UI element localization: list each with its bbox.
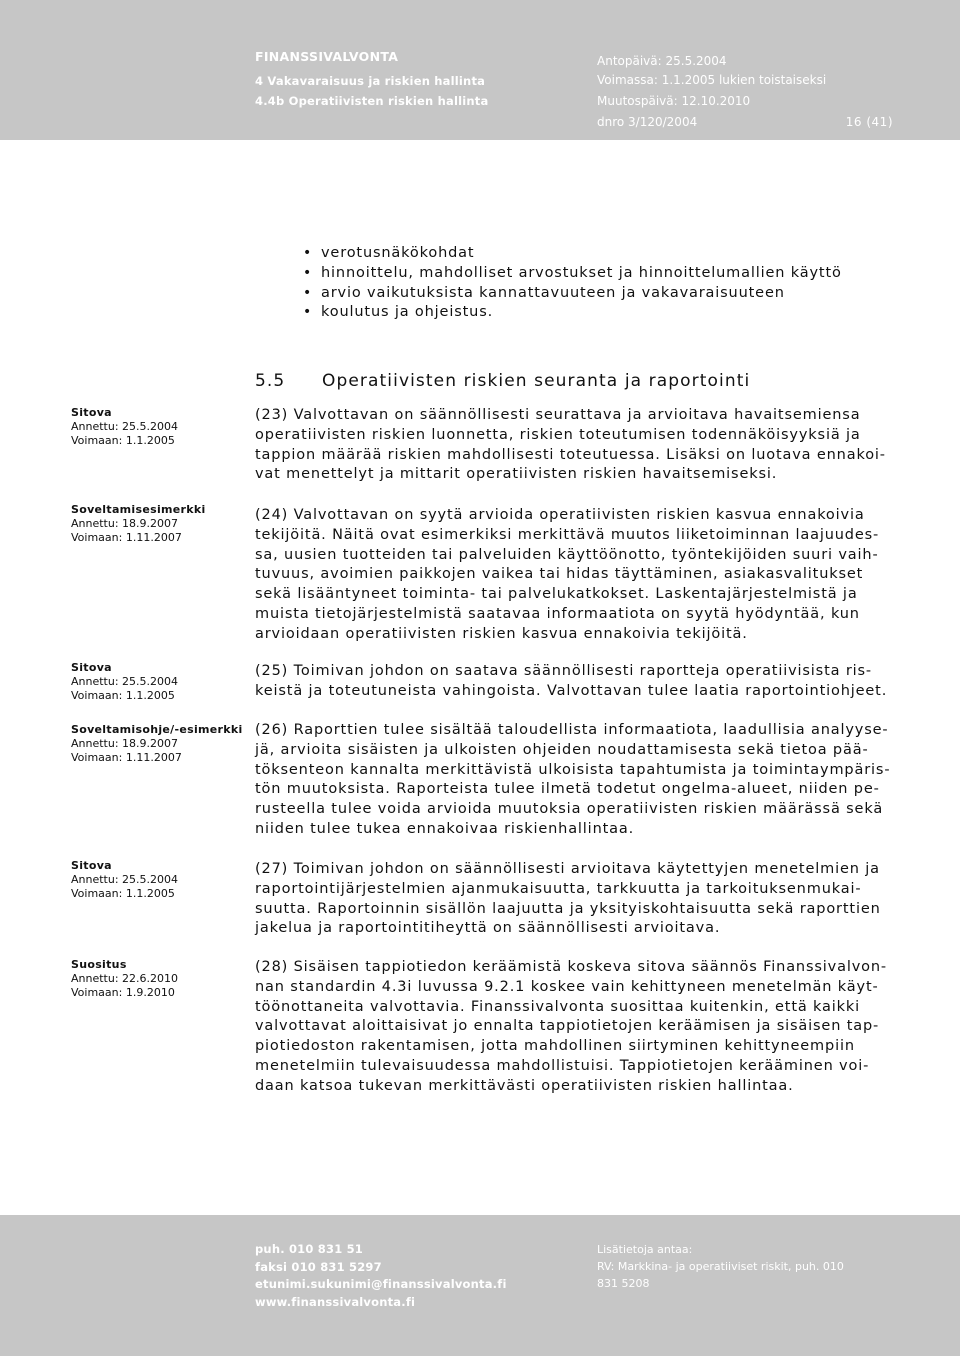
margin-note-type: Suositus <box>71 958 127 971</box>
margin-note-type: Soveltamisesimerkki <box>71 503 206 516</box>
paragraph-line: vat menettelyt ja mittarit operatiivisten riskien havaitsemiseksi. <box>255 466 778 483</box>
page-footer <box>0 1215 960 1356</box>
margin-note <box>71 723 243 765</box>
list-item-text: arvio vaikutuksista kannattavuuteen ja vakavaraisuuteen <box>321 284 785 301</box>
margin-note <box>71 859 178 901</box>
margin-note-type: Sitova <box>71 661 112 674</box>
paragraph-line: (23) Valvottavan on säännöllisesti seurattava ja arvioitava havaitsemiensa <box>255 407 861 423</box>
header-issue-date: Antopäivä: 25.5.2004 <box>597 54 727 68</box>
margin-note-issued: Annettu: 25.5.2004 <box>71 420 179 433</box>
margin-note-type: Sitova <box>71 406 112 419</box>
section-heading <box>255 371 935 391</box>
margin-note <box>71 958 178 1000</box>
paragraph-line: menetelmiin tulevaisuudessa mahdollistuisi. Tappiotietojen kerääminen voi- <box>255 1057 870 1074</box>
paragraph-line: suutta. Raportoinnin sisällön laajuutta ja yksityiskohtaisuutta sekä raporttien <box>255 900 881 917</box>
footer-phone: puh. 010 831 51 <box>255 1242 363 1256</box>
footer-website: www.finanssivalvonta.fi <box>255 1295 416 1310</box>
margin-note-effective: Voimaan: 1.11.2007 <box>71 751 182 764</box>
margin-note-issued: Annettu: 22.6.2010 <box>71 972 179 985</box>
footer-contact-line: RV: Markkina- ja operatiiviset riskit, puh. 010 <box>597 1260 844 1273</box>
margin-note-issued: Annettu: 18.9.2007 <box>71 517 179 530</box>
paragraph-23 <box>255 406 886 485</box>
bullet-icon <box>303 264 312 284</box>
paragraph-line: nan standardin 4.3i luvussa 9.2.1 koskee vain kehittyneen menetelmän käyt- <box>255 978 879 995</box>
paragraph-line: tön muutoksista. Raporteista tulee ilmetä todetut ongelma-alueet, niiden pe- <box>255 781 880 798</box>
margin-note-type: Sitova <box>71 859 112 872</box>
footer-contact-info <box>255 1241 507 1312</box>
paragraph-line: keistä ja toteutuneista vahingoista. Valvottavan tulee laatia raportointiohjeet. <box>255 682 888 699</box>
footer-email: etunimi.sukunimi@finanssivalvonta.fi <box>255 1277 507 1292</box>
paragraph-line: (26) Raporttien tulee sisältää taloudellista informaatiota, laadullisia analyyse- <box>255 722 889 738</box>
paragraph-26 <box>255 721 890 840</box>
footer-contact-label: Lisätietoja antaa: <box>597 1243 693 1256</box>
paragraph-25 <box>255 662 887 702</box>
list-item-text: hinnoittelu, mahdolliset arvostukset ja hinnoittelumallien käyttö <box>321 264 842 281</box>
paragraph-line: sa, uusien tuotteiden tai palveluiden käyttöönotto, työntekijöiden suuri vaih- <box>255 546 879 563</box>
margin-note <box>71 661 178 703</box>
paragraph-line: (28) Sisäisen tappiotiedon keräämistä koskeva sitova säännös Finanssivalvon- <box>255 959 887 975</box>
margin-note-type: Soveltamisohje/-esimerkki <box>71 723 243 736</box>
footer-fax: faksi 010 831 5297 <box>255 1259 382 1274</box>
paragraph-line: tekijöitä. Näitä ovat esimerkiksi merkittävä muutos liiketoiminnan laajuudes- <box>255 526 880 543</box>
bullet-list <box>300 244 842 323</box>
paragraph-line: operatiivisten riskien luonnetta, riskien toteutumisen todennäköisyyksiä ja <box>255 426 861 443</box>
margin-note-effective: Voimaan: 1.9.2010 <box>71 986 175 999</box>
margin-note <box>71 406 178 448</box>
header-validity: Voimassa: 1.1.2005 lukien toistaiseksi <box>597 73 827 87</box>
margin-note-effective: Voimaan: 1.1.2005 <box>71 434 175 447</box>
header-organization: FINANSSIVALVONTA <box>255 49 399 64</box>
paragraph-line: muista tietojärjestelmistä saatavaa informaatiota on syytä hyödyntää, kun <box>255 605 860 622</box>
paragraph-line: jakelua ja raportointitiheyttä on säännöllisesti arvioitava. <box>255 920 721 937</box>
header-page-number: 16 (41) <box>845 115 893 129</box>
margin-note-issued: Annettu: 18.9.2007 <box>71 737 179 750</box>
paragraph-line: töönottaneita valvottavia. Finanssivalvonta suosittaa kuitenkin, että kaikki <box>255 998 861 1015</box>
footer-contact-line: 831 5208 <box>597 1277 650 1290</box>
paragraph-line: raportointijärjestelmien ajanmukaisuutta, tarkkuutta ja tarkoituksenmukai- <box>255 880 862 897</box>
paragraph-line: tuvuus, avoimien paikkojen vaikea tai hidas täyttäminen, asiakasvalitukset <box>255 566 864 583</box>
footer-contact-person <box>597 1241 844 1292</box>
margin-note-effective: Voimaan: 1.1.2005 <box>71 887 175 900</box>
list-item <box>300 284 842 304</box>
list-item-text: verotusnäkökohdat <box>321 245 475 261</box>
paragraph-line: piotiedoston rakentamisen, jotta mahdollinen siirtyminen kehittyneempiin <box>255 1038 855 1055</box>
list-item <box>300 244 842 264</box>
margin-note-issued: Annettu: 25.5.2004 <box>71 675 179 688</box>
page-header <box>0 0 960 140</box>
header-modified-date: Muutospäivä: 12.10.2010 <box>597 94 751 108</box>
paragraph-line: (27) Toimivan johdon on säännöllisesti arvioitava käytettyjen menetelmien ja <box>255 861 880 877</box>
bullet-icon <box>303 284 312 304</box>
paragraph-line: töksenteon kannalta merkittävistä ulkoisista tapahtumista ja toimintaympäris- <box>255 761 891 778</box>
section-number: 5.5 <box>255 371 286 391</box>
paragraph-28 <box>255 958 887 1097</box>
header-subsection: 4.4b Operatiivisten riskien hallinta <box>255 94 489 108</box>
paragraph-line: daan katsoa tukevan merkittävästi operatiivisten riskien hallintaa. <box>255 1077 794 1094</box>
bullet-icon <box>303 303 312 323</box>
paragraph-line: jä, arvioita sisäisten ja ulkoisten ohjeiden noudattamisesta sekä tietoa pää- <box>255 741 869 758</box>
bullet-icon <box>303 244 312 264</box>
paragraph-line: sekä lisääntyneet toiminta- tai palvelukatkokset. Laskentajärjestelmistä ja <box>255 586 858 603</box>
paragraph-line: valvottavat aloittaisivat jo ennalta tappiotietojen keräämisen ja sisäisen tap- <box>255 1018 880 1035</box>
header-record-number: dnro 3/120/2004 <box>597 115 698 129</box>
paragraph-line: (25) Toimivan johdon on saatava säännöllisesti raportteja operatiivisista ris- <box>255 663 872 679</box>
margin-note-effective: Voimaan: 1.1.2005 <box>71 689 175 702</box>
paragraph-line: rusteella tulee voida arvioida muutoksia operatiivisten riskien määrässä sekä <box>255 801 884 818</box>
header-section: 4 Vakavaraisuus ja riskien hallinta <box>255 74 486 88</box>
margin-note <box>71 503 206 545</box>
paragraph-line: niiden tulee tukea ennakoivaa riskienhallintaa. <box>255 820 635 837</box>
list-item <box>300 264 842 284</box>
paragraph-line: arvioidaan operatiivisten riskien kasvua ennakoivia tekijöitä. <box>255 625 748 642</box>
paragraph-27 <box>255 860 881 939</box>
list-item <box>300 303 842 323</box>
list-item-text: koulutus ja ohjeistus. <box>321 304 494 321</box>
margin-note-effective: Voimaan: 1.11.2007 <box>71 531 182 544</box>
paragraph-line: tappion määrää riskien mahdollisesti toteutuessa. Lisäksi on luotava ennakoi- <box>255 446 886 463</box>
paragraph-24 <box>255 506 879 645</box>
paragraph-line: (24) Valvottavan on syytä arvioida operatiivisten riskien kasvua ennakoivia <box>255 507 865 523</box>
margin-note-issued: Annettu: 25.5.2004 <box>71 873 179 886</box>
section-title: Operatiivisten riskien seuranta ja raportointi <box>322 371 751 391</box>
